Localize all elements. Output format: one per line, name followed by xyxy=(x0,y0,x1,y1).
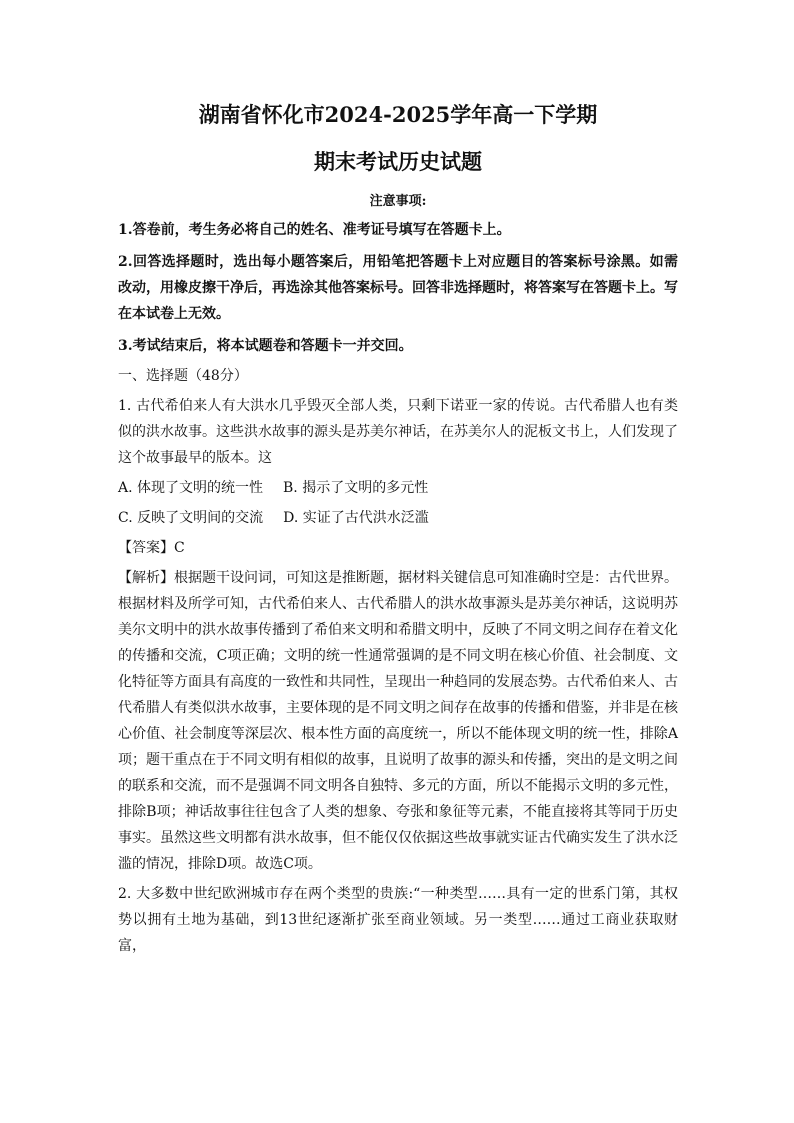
notice-heading: 注意事项: xyxy=(369,194,427,209)
question-2-stem: 2. 大多数中世纪欧洲城市存在两个类型的贵族:“一种类型……具有一定的世系门第，其权势以拥有土地为基础，到13世纪逐渐扩张至商业领域。另一类型……通过工商业获取财富， xyxy=(118,886,678,954)
question-1-options-row-1 xyxy=(118,475,678,501)
question-1-analysis: 【解析】根据题干设问词，可知这是推断题，据材料关键信息可知准确时空是：古代世界。根据材料及所学可知，古代希伯来人、古代希腊人的洪水故事源头是苏美尔神话，这说明苏美尔文明中的洪水故事传播到了希伯来文明和希腊文明中，反映了不同文明之间存在着文化的传播和交流，C项正确；文明的统一性通常强调的是不同文明在核心价值、社会制度、文化特征等方面具有高度的一致性和共同性，呈现出一种趋同的发展态势。古代希伯来人、古代希腊人有类似洪水故事，主要体现的是不同文明之间存在故事的传播和借鉴，并非是在核心价值、社会制度等深层次、根本性方面的高度统一，所以不能体现文明的统一性，排除A项；题干重点在于不同文明有相似的故事，且说明了故事的源头和传播，突出的是文明之间的联系和交流，而不是强调不同文明各自独特、多元的方面，所以不能揭示文明的多元性，排除B项；神话故事往往包含了人类的想象、夸张和象征等元素，不能直接将其等同于历史事实。虽然这些文明都有洪水故事，但不能仅仅依据这些故事就实证古代确实发生了洪水泛滥的情况，排除D项。故选C项。 xyxy=(118,570,678,872)
question-1-option-d: D. 实证了古代洪水泛滥 xyxy=(283,510,429,526)
question-1-option-b: B. 揭示了文明的多元性 xyxy=(283,480,429,496)
document-page xyxy=(118,102,678,959)
question-1-stem: 1. 古代希伯来人有大洪水几乎毁灭全部人类，只剩下诺亚一家的传说。古代希腊人也有类似的洪水故事。这些洪水故事的源头是苏美尔神话，在苏美尔人的泥板文书上，人们发现了这个故事最早的版本。这 xyxy=(118,398,678,466)
question-1-option-c: C. 反映了文明间的交流 xyxy=(118,510,264,526)
document-title-line2: 期末考试历史试题 xyxy=(314,149,482,174)
document-title-line1: 湖南省怀化市2024-2025学年高一下学期 xyxy=(198,102,598,127)
notice-item-1: 1.答卷前，考生务必将自己的姓名、准考证号填写在答题卡上。 xyxy=(118,222,511,238)
question-1-answer: 【答案】C xyxy=(118,540,185,556)
question-1-options-row-2 xyxy=(118,505,678,531)
question-1-option-a: A. 体现了文明的统一性 xyxy=(118,480,264,496)
section-heading: 一、选择题（48分） xyxy=(118,368,248,384)
notice-item-3: 3.考试结束后，将本试题卷和答题卡一并交回。 xyxy=(118,338,413,354)
notice-item-2: 2.回答选择题时，选出每小题答案后，用铅笔把答题卡上对应题目的答案标号涂黑。如需改动，用橡皮擦干净后，再选涂其他答案标号。回答非选择题时，将答案写在答题卡上。写在本试卷上无效。 xyxy=(118,254,678,322)
